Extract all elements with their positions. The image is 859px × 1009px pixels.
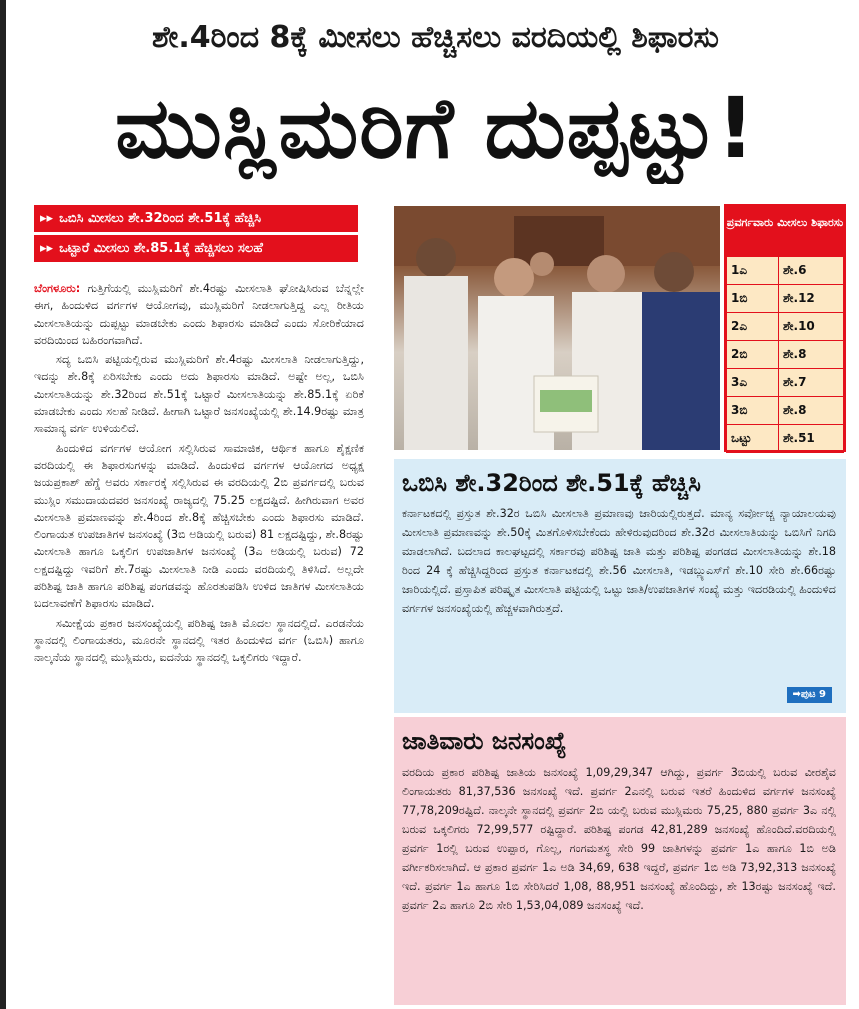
quota-category: 2ಬಿ bbox=[727, 341, 779, 369]
quota-category: 2ಎ bbox=[727, 313, 779, 341]
caste-population-title: ಜಾತಿವಾರು ಜನಸಂಖ್ಯೆ bbox=[402, 727, 567, 755]
table-row bbox=[727, 397, 844, 425]
article-paragraph-text: ಗುತ್ತಿಗೆಯಲ್ಲಿ ಮುಸ್ಲಿಮರಿಗೆ ಶೇ.4ರಷ್ಟು ಮೀಸಲಾತಿ ಘೋಷಿಸಿರುವ ಬೆನ್ನಲ್ಲೇ ಈಗ, ಹಿಂದುಳಿದ ವರ್ಗಗಳ ಆಯೋಗವು, ಮುಸ್ಲಿಮರಿಗೆ ನೀಡಲಾಗುತ್ತಿದ್ದ ಎಲ್ಲ ರೀತಿಯ ಮೀಸಲಾತಿಯನ್ನು ದುಪ್ಪಟ್ಟು ಮಾಡಬೇಕು ಎಂದು ಶಿಫಾರಸು ಮಾಡಿದೆ ಎಂದು ಸೋರಿಕೆಯಾದ ವರದಿಯಿಂದ ಬಹಿರಂಗವಾಗಿದೆ. bbox=[34, 282, 364, 347]
quota-value: ಶೇ.12 bbox=[779, 285, 844, 313]
table-row bbox=[727, 257, 844, 285]
highlight-bullet bbox=[34, 235, 358, 262]
quota-value: ಶೇ.8 bbox=[779, 397, 844, 425]
article-paragraph: ಸಮೀಕ್ಷೆಯ ಪ್ರಕಾರ ಜನಸಂಖ್ಯೆಯಲ್ಲಿ ಪರಿಶಿಷ್ಟ ಜಾತಿ ಮೊದಲ ಸ್ಥಾನದಲ್ಲಿದೆ. ಎರಡನೆಯ ಸ್ಥಾನದಲ್ಲಿ ಲಿಂಗಾಯತರು, ಮೂರನೇ ಸ್ಥಾನದಲ್ಲಿ ಇತರ ಹಿಂದುಳಿದ ವರ್ಗ (ಒಬಿಸಿ) ಹಾಗೂ ನಾಲ್ಕನೆಯ ಸ್ಥಾನದಲ್ಲಿ ಮುಸ್ಲಿಮರು, ಐದನೆಯ ಸ್ಥಾನದಲ್ಲಿ ಒಕ್ಕಲಿಗರು ಇದ್ದಾರೆ. bbox=[34, 616, 364, 665]
news-photo-graphic bbox=[394, 206, 720, 450]
continued-page-link[interactable]: ➡ಪುಟ 9 bbox=[787, 687, 833, 703]
double-arrow-icon: ▸▸ bbox=[40, 241, 54, 256]
quota-category: 3ಬಿ bbox=[727, 397, 779, 425]
double-arrow-icon: ▸▸ bbox=[40, 211, 54, 226]
table-row bbox=[727, 425, 844, 453]
obc-sidebar-title: ಒಬಿಸಿ ಶೇ.32ರಿಂದ ಶೇ.51ಕ್ಕೆ ಹೆಚ್ಚಿಸಿ bbox=[402, 469, 701, 497]
quota-value: ಶೇ.7 bbox=[779, 369, 844, 397]
article-paragraph bbox=[34, 280, 364, 349]
highlight-bullets bbox=[34, 205, 358, 265]
highlight-bullet bbox=[34, 205, 358, 232]
main-headline: ಮುಸ್ಲಿಮರಿಗೆ ದುಪ್ಪಟ್ಟು! bbox=[115, 79, 756, 177]
obc-sidebar bbox=[394, 459, 846, 713]
obc-sidebar-body: ಕರ್ನಾಟಕದಲ್ಲಿ ಪ್ರಸ್ತುತ ಶೇ.32ರ ಒಬಿಸಿ ಮೀಸಲಾತಿ ಪ್ರಮಾಣವು ಜಾರಿಯಲ್ಲಿರುತ್ತದೆ. ಮಾನ್ಯ ಸರ್ವೋಚ್ಚ ನ್ಯಾಯಾಲಯವು ಮೀಸಲಾತಿ ಪ್ರಮಾಣವನ್ನು ಶೇ.50ಕ್ಕೆ ಮಿತಗೊಳಿಸಬೇಕೆಂದು ಹೇಳಿರುವುದರಿಂದ ಶೇ.32ರ ಮೀಸಲಾತಿಯನ್ನು ಒಬಿಸಿಗೆ ನಿಗದಿ ಮಾಡಲಾಗಿದೆ. ಬದಲಾದ ಕಾಲಘಟ್ಟದಲ್ಲಿ ಸರ್ಕಾರವು ಪರಿಶಿಷ್ಟ ಜಾತಿ ಮತ್ತು ಪರಿಶಿಷ್ಟ ಪಂಗಡದ ಮೀಸಲಾತಿಯನ್ನು ಶೇ.18 ರಿಂದ 24 ಕ್ಕೆ ಹೆಚ್ಚಿಸಿದ್ದರಿಂದ ಪ್ರಸ್ತುತ ಕರ್ನಾಟಕದಲ್ಲಿ ಶೇ.56 ಮೀಸಲಾತಿ, ಇಡಬ್ಲ್ಯುಎಸ್‌ಗೆ ಶೇ.10 ಸೇರಿ ಶೇ.66ರಷ್ಟು ಜಾರಿಯಲ್ಲಿದೆ. ಪ್ರಸ್ತಾಪಿತ ಪರಿಷ್ಕೃತ ಮೀಸಲಾತಿ ಪಟ್ಟಿಯಲ್ಲಿ ಒಟ್ಟು ಜಾತಿ/ಉಪಜಾತಿಗಳ ಸಂಖ್ಯೆ ಮತ್ತು ಇದರಡಿಯಲ್ಲಿ ಹಿಂದುಳಿದ ವರ್ಗಗಳ ಜನಸಂಖ್ಯೆಯಲ್ಲಿ ಹೆಚ್ಚಳವಾಗಿರುತ್ತದೆ. bbox=[402, 507, 836, 615]
quota-category: 1ಎ bbox=[727, 257, 779, 285]
quota-table-title: ಪ್ರವರ್ಗವಾರು ಮೀಸಲು ಶಿಫಾರಸು bbox=[726, 206, 844, 256]
table-row bbox=[727, 313, 844, 341]
quota-table bbox=[724, 204, 846, 452]
table-row bbox=[727, 369, 844, 397]
quota-value: ಶೇ.51 bbox=[779, 425, 844, 453]
dateline: ಬೆಂಗಳೂರು: bbox=[34, 282, 81, 295]
quota-value: ಶೇ.8 bbox=[779, 341, 844, 369]
quota-category: 1ಬಿ bbox=[727, 285, 779, 313]
quota-value: ಶೇ.6 bbox=[779, 257, 844, 285]
quota-value: ಶೇ.10 bbox=[779, 313, 844, 341]
table-row bbox=[727, 285, 844, 313]
quota-category: ಒಟ್ಟು bbox=[727, 425, 779, 453]
kicker-headline: ಶೇ.4ರಿಂದ 8ಕ್ಕೆ ಮೀಸಲು ಹೆಚ್ಚಿಸಲು ವರದಿಯಲ್ಲಿ ಶಿಫಾರಸು bbox=[152, 20, 719, 55]
table-row bbox=[727, 341, 844, 369]
quota-category: 3ಎ bbox=[727, 369, 779, 397]
news-photo bbox=[394, 206, 720, 450]
caste-population-sidebar bbox=[394, 717, 846, 1005]
article-body bbox=[34, 280, 364, 1005]
quota-table-grid bbox=[726, 256, 844, 453]
article-paragraph: ಹಿಂದುಳಿದ ವರ್ಗಗಳ ಆಯೋಗ ಸಲ್ಲಿಸಿರುವ ಸಾಮಾಜಿಕ, ಆರ್ಥಿಕ ಹಾಗೂ ಶೈಕ್ಷಣಿಕ ವರದಿಯಲ್ಲಿ ಈ ಶಿಫಾರಸುಗಳನ್ನು ಮಾಡಿದೆ. ಹಿಂದುಳಿದ ವರ್ಗಗಳ ಆಯೋಗದ ಅಧ್ಯಕ್ಷ ಜಯಪ್ರಕಾಶ್ ಹೆಗ್ಡೆ ಅವರು ಸರ್ಕಾರಕ್ಕೆ ಸಲ್ಲಿಸಿರುವ ಈ ವರದಿಯಲ್ಲಿ 2ಬಿ ಪ್ರವರ್ಗದಲ್ಲಿ ಬರುವ ಮುಸ್ಲಿಂ ಸಮುದಾಯದವರ ಜನಸಂಖ್ಯೆ ರಾಜ್ಯದಲ್ಲಿ 75.25 ಲಕ್ಷದಷ್ಟಿದೆ. ಹೀಗಿರುವಾಗ ಅವರ ಮೀಸಲಾತಿ ಪ್ರಮಾಣವನ್ನು ಶೇ.4ರಿಂದ ಶೇ.8ಕ್ಕೆ ಹೆಚ್ಚಿಸಬೇಕು ಎಂದು ಶಿಫಾರಸು ಮಾಡಿದೆ. ಲಿಂಗಾಯತ ಉಪಜಾತಿಗಳ ಜನಸಂಖ್ಯೆ (3ಬಿ ಅಡಿಯಲ್ಲಿ ಬರುವ) 81 ಲಕ್ಷದಷ್ಟಿದ್ದು, ಶೇ.8ರಷ್ಟು ಮೀಸಲಾತಿ ಹಾಗೂ ಒಕ್ಕಲಿಗ ಉಪಜಾತಿಗಳ ಜನಸಂಖ್ಯೆ (3ಎ ಅಡಿಯಲ್ಲಿ ಬರುವ) 72 ಲಕ್ಷದಷ್ಟಿದ್ದು ಇವರಿಗೆ ಶೇ.7ರಷ್ಟು ಮೀಸಲಾತಿ ನೀಡಿ ಎಂದು ವರದಿಯಲ್ಲಿ ತಿಳಿಸಿದೆ. ಅಲ್ಲದೇ ಪರಿಶಿಷ್ಟ ಜಾತಿ ಹಾಗೂ ಪರಿಶಿಷ್ಟ ಪಂಗಡವನ್ನು ಹೊರತುಪಡಿಸಿ ಉಳಿದ ಜಾತಿಗಳ ಮೀಸಲಾತಿಯ ಬದಲಾವಣೆಗೆ ಶಿಫಾರಸು ಮಾಡಿದೆ. bbox=[34, 441, 364, 611]
highlight-bullet-text: ಒಬಿಸಿ ಮೀಸಲು ಶೇ.32ರಿಂದ ಶೇ.51ಕ್ಕೆ ಹೆಚ್ಚಿಸಿ bbox=[59, 211, 262, 226]
highlight-bullet-text: ಒಟ್ಟಾರೆ ಮೀಸಲು ಶೇ.85.1ಕ್ಕೆ ಹೆಚ್ಚಿಸಲು ಸಲಹೆ bbox=[59, 241, 263, 256]
article-paragraph: ಸದ್ಯ ಒಬಿಸಿ ಪಟ್ಟಿಯಲ್ಲಿರುವ ಮುಸ್ಲಿಮರಿಗೆ ಶೇ.4ರಷ್ಟು ಮೀಸಲಾತಿ ನೀಡಲಾಗುತ್ತಿದ್ದು, ಇದನ್ನು ಶೇ.8ಕ್ಕೆ ಏರಿಸಬೇಕು ಎಂದು ಅದು ಶಿಫಾರಸು ಮಾಡಿದೆ. ಅಷ್ಟೇ ಅಲ್ಲ, ಒಬಿಸಿ ಮೀಸಲಾತಿಯನ್ನು ಶೇ.32ರಿಂದ ಶೇ.51ಕ್ಕೆ ಒಟ್ಟಾರೆ ಮೀಸಲಾತಿಯನ್ನು ಶೇ.85.1ಕ್ಕೆ ಏರಿಕೆ ಮಾಡಬೇಕು ಎಂದು ಸಲಹೆ ನೀಡಿದೆ. ಹೀಗಾಗಿ ಒಟ್ಟಾರೆ ಜನಸಂಖ್ಯೆಯಲ್ಲಿ ಶೇ.14.9ರಷ್ಟು ಮಾತ್ರ ಸಾಮಾನ್ಯ ವರ್ಗ ಉಳಿಯಲಿದೆ. bbox=[34, 353, 364, 436]
caste-population-body: ವರದಿಯ ಪ್ರಕಾರ ಪರಿಶಿಷ್ಟ ಜಾತಿಯ ಜನಸಂಖ್ಯೆ 1,09,29,347 ಆಗಿದ್ದು, ಪ್ರವರ್ಗ 3ಬಿಯಲ್ಲಿ ಬರುವ ವೀರಶೈವ ಲಿಂಗಾಯತರು 81,37,536 ಜನಸಂಖ್ಯೆ ಇದೆ. ಪ್ರವರ್ಗ 2ಎನಲ್ಲಿ ಬರುವ ಇತರೆ ಹಿಂದುಳಿದ ವರ್ಗಗಳ ಜನಸಂಖ್ಯೆ 77,78,209ರಷ್ಟಿದೆ. ನಾಲ್ಕನೇ ಸ್ಥಾನದಲ್ಲಿ ಪ್ರವರ್ಗ 2ಬಿ ಯಲ್ಲಿ ಬರುವ ಮುಸ್ಲಿಮರು 75,25, 880 ಪ್ರವರ್ಗ 3ಎ ನಲ್ಲಿ ಬರುವ ಒಕ್ಕಲಿಗರು 72,99,577 ರಷ್ಟಿದ್ದಾರೆ. ಪರಿಶಿಷ್ಟ ಪಂಗಡ 42,81,289 ಜನಸಂಖ್ಯೆ ಹೊಂದಿದೆ.ವರದಿಯಲ್ಲಿ ಪ್ರವರ್ಗ 1ರಲ್ಲಿ ಬರುವ ಉಪ್ಪಾರ, ಗೊಲ್ಲ, ಗಂಗಮತಸ್ಥ ಸೇರಿ 99 ಜಾತಿಗಳನ್ನು ಪ್ರವರ್ಗ 1ಎ ಹಾಗೂ 1ಬಿ ಅಡಿ ವರ್ಗೀಕರಿಸಲಾಗಿದೆ. ಆ ಪ್ರಕಾರ ಪ್ರವರ್ಗ 1ಎ ಅಡಿ 34,69, 638 ಇದ್ದರೆ, ಪ್ರವರ್ಗ 1ಬಿ ಅಡಿ 73,92,313 ಜನಸಂಖ್ಯೆ ಇದೆ. ಪ್ರವರ್ಗ 1ಎ ಹಾಗೂ 1ಬಿ ಸೇರಿಸಿದರೆ 1,08, 88,951 ಜನಸಂಖ್ಯೆ ಹೊಂದಿದ್ದು, ಶೇ 13ರಷ್ಟು ಜನಸಂಖ್ಯೆ ಇದೆ. ಪ್ರವರ್ಗ 2ಎ ಹಾಗೂ 2ಬಿ ಸೇರಿ 1,53,04,089 ಜನಸಂಖ್ಯೆ ಇದೆ. bbox=[402, 766, 836, 912]
